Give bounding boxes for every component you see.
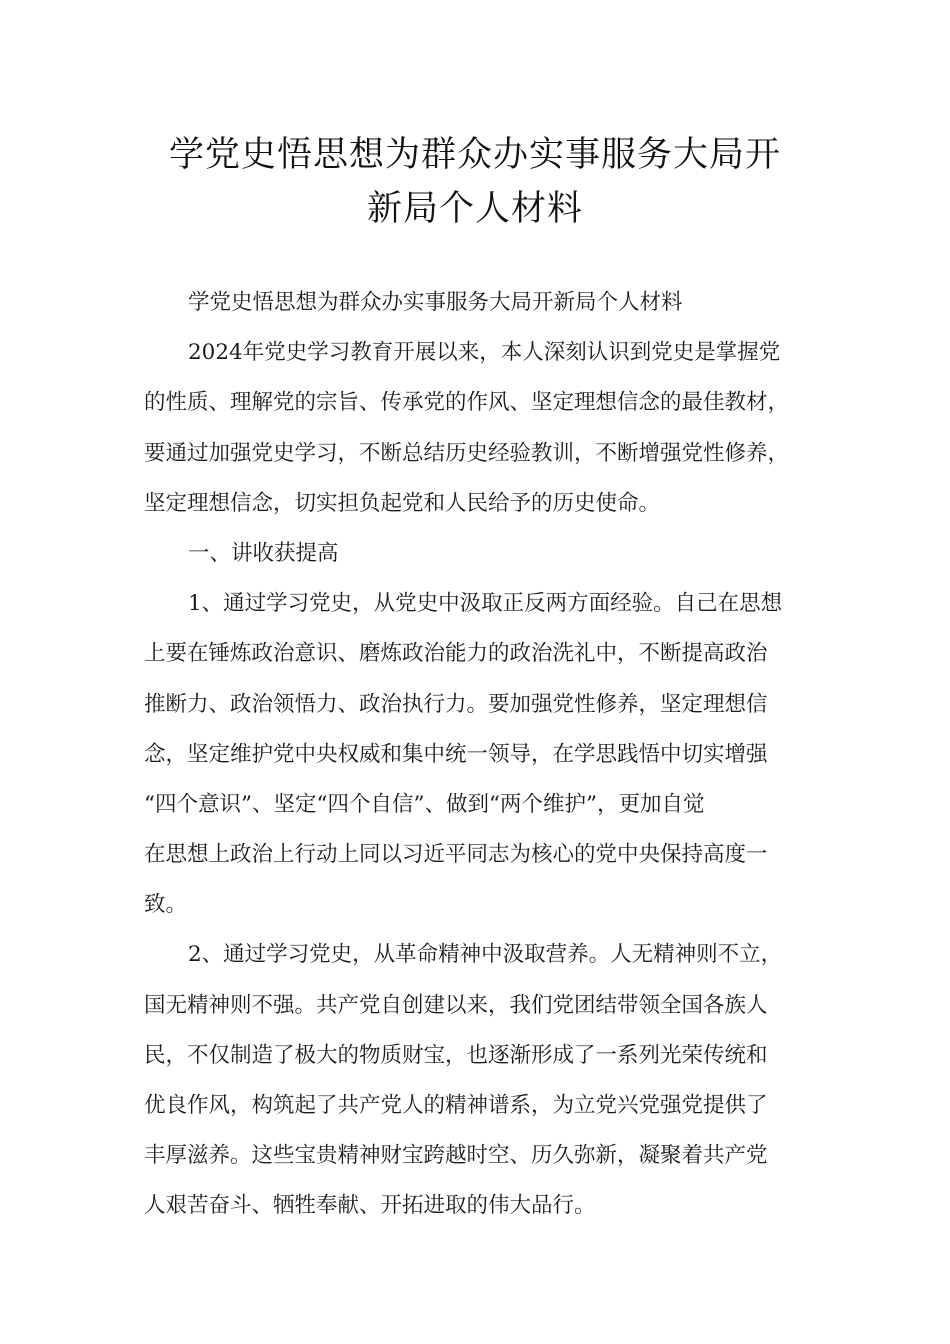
body-text-line: 推断力、政治领悟力、政治执行力。要加强党性修养，坚定理想信 xyxy=(144,691,768,717)
document-title-line-2: 新局个人材料 xyxy=(366,189,583,229)
body-text-line: 民，不仅制造了极大的物质财宝，也逐渐形成了一系列光荣传统和 xyxy=(144,1042,768,1068)
body-text-line: 致。 xyxy=(144,892,188,918)
body-text-line: 2024年党史学习教育开展以来，本人深刻认识到党史是掌握党 xyxy=(188,340,781,366)
body-text-line: 2、通过学习党史，从革命精神中汲取营养。人无精神则不立， xyxy=(188,942,783,968)
document-body xyxy=(144,278,824,1232)
body-text-line: 的性质、理解党的宗旨、传承党的作风、坚定理想信念的最佳教材， xyxy=(144,390,790,416)
body-text-line: 在思想上政治上行动上同以习近平同志为核心的党中央保持高度一 xyxy=(144,842,768,868)
body-text-line: 优良作风，构筑起了共产党人的精神谱系，为立党兴党强党提供了 xyxy=(144,1093,768,1118)
body-text-line: 上要在锤炼政治意识、磨炼政治能力的政治洗礼中，不断提高政治 xyxy=(144,641,768,667)
body-text-line: 要通过加强党史学习，不断总结历史经验教训，不断增强党性修养， xyxy=(144,440,790,466)
body-text-line: “四个意识”、坚定“四个自信”、做到“两个维护”，更加自觉 xyxy=(144,791,705,817)
body-text-line: 人艰苦奋斗、牺牲奉献、开拓进取的伟大品行。 xyxy=(144,1193,596,1219)
body-text-line: 一、讲收获提高 xyxy=(188,540,339,566)
body-text-line: 学党史悟思想为群众办实事服务大局开新局个人材料 xyxy=(188,290,683,315)
body-text-line: 国无精神则不强。共产党自创建以来，我们党团结带领全国各族人 xyxy=(144,992,768,1018)
document-title-line-1: 学党史悟思想为群众办实事服务大局开 xyxy=(168,135,781,175)
body-text-line: 1、通过学习党史，从党史中汲取正反两方面经验。自己在思想 xyxy=(188,591,783,617)
body-text-line: 丰厚滋养。这些宝贵精神财宝跨越时空、历久弥新，凝聚着共产党 xyxy=(144,1143,768,1169)
body-text-line: 坚定理想信念，切实担负起党和人民给予的历史使命。 xyxy=(144,490,661,516)
body-text-line: 念，坚定维护党中央权威和集中统一领导，在学思践悟中切实增强 xyxy=(144,741,768,767)
